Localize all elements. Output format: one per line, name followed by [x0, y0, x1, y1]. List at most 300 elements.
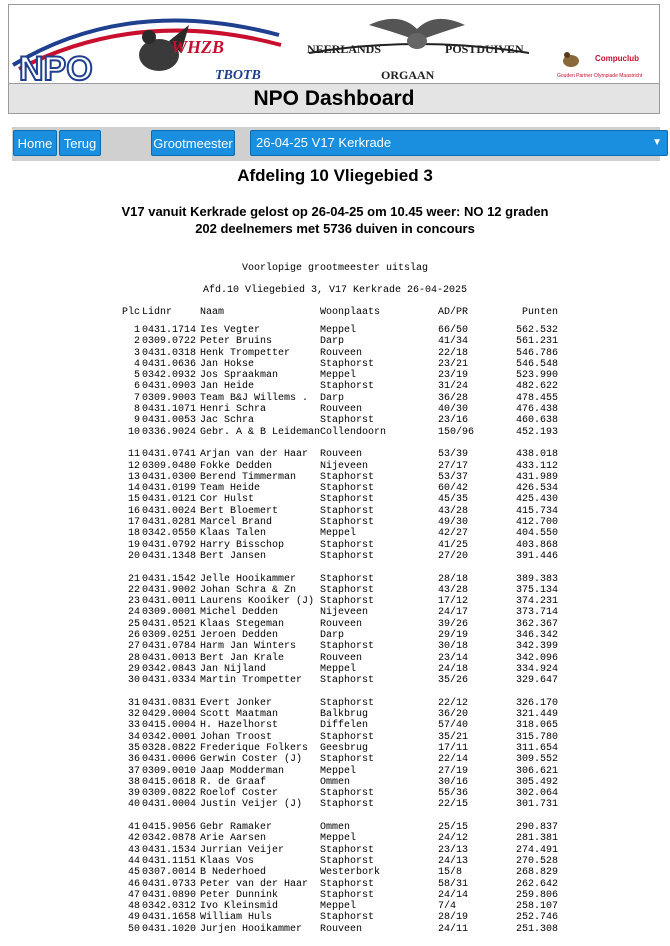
- table-row: [118, 370, 558, 381]
- cell-punten: 546.786: [516, 347, 559, 359]
- cell-naam: Klaas Stegeman: [200, 618, 285, 630]
- col-header-woonplaats: Woonplaats: [320, 307, 381, 318]
- cell-naam: Harm Jan Winters: [200, 641, 297, 653]
- cell-plc: 8: [133, 404, 140, 416]
- cell-plc: 16: [127, 505, 140, 517]
- cell-punten: 342.096: [516, 652, 559, 664]
- cell-adpr: 22/12: [438, 697, 469, 709]
- cell-plc: 39: [127, 788, 140, 800]
- row-gap: [118, 811, 558, 822]
- cell-woonplaats: Darp: [320, 630, 345, 642]
- report-subtitle: Afd.10 Vliegebied 3, V17 Kerkrade 26-04-2025: [202, 285, 468, 296]
- dashboard-title: NPO Dashboard: [8, 84, 660, 114]
- cell-plc: 13: [127, 471, 140, 483]
- npo-org-left: NEERLANDS: [307, 42, 382, 56]
- cell-plc: 18: [127, 528, 140, 540]
- cell-adpr: 43/28: [438, 505, 469, 517]
- cell-naam: Johan Troost: [200, 731, 273, 743]
- cell-naam: Team B&J Willems .: [200, 392, 309, 404]
- table-row: [118, 630, 558, 641]
- cell-plc: 43: [127, 844, 140, 856]
- cell-lidnr: 0415.9056: [142, 822, 197, 834]
- cell-adpr: 150/96: [438, 426, 475, 438]
- table-row: [118, 799, 558, 810]
- cell-punten: 346.342: [516, 630, 559, 642]
- cell-adpr: 24/11: [438, 923, 469, 935]
- cell-lidnr: 0431.0741: [142, 449, 197, 461]
- cell-lidnr: 0431.0300: [142, 471, 197, 483]
- cell-adpr: 24/12: [438, 833, 469, 845]
- cell-naam: Jurjen Hooikammer: [200, 923, 303, 935]
- cell-woonplaats: Meppel: [320, 528, 357, 540]
- cell-adpr: 27/19: [438, 765, 469, 777]
- cell-punten: 309.552: [516, 754, 559, 766]
- cell-punten: 321.449: [516, 709, 559, 721]
- cell-naam: B Nederhoed: [200, 867, 267, 879]
- cell-punten: 262.642: [516, 878, 559, 890]
- race-select[interactable]: [250, 130, 668, 156]
- table-row: [118, 325, 558, 336]
- table-row: [118, 924, 558, 935]
- cell-naam: Ivo Kleinsmid: [200, 901, 279, 913]
- race-info-line1: V17 vanuit Kerkrade gelost op 26-04-25 om 10.45 weer: NO 12 graden: [121, 204, 549, 219]
- cell-woonplaats: Nijeveen: [320, 460, 369, 472]
- cell-naam: Jan Nijland: [200, 663, 267, 675]
- cell-adpr: 22/14: [438, 754, 469, 766]
- cell-woonplaats: Westerbork: [320, 867, 381, 879]
- cell-adpr: 53/37: [438, 471, 469, 483]
- cell-punten: 334.924: [516, 663, 559, 675]
- table-row: [118, 777, 558, 788]
- cell-punten: 329.647: [516, 675, 559, 687]
- cell-lidnr: 0336.9024: [142, 426, 197, 438]
- cell-lidnr: 0431.0024: [142, 505, 197, 517]
- cell-woonplaats: Geesbrug: [320, 742, 369, 754]
- cell-lidnr: 0431.1151: [142, 855, 197, 867]
- cell-lidnr: 0431.1534: [142, 844, 197, 856]
- table-row: [118, 393, 558, 404]
- cell-adpr: 23/13: [438, 844, 469, 856]
- cell-plc: 4: [133, 358, 140, 370]
- cell-plc: 19: [127, 539, 140, 551]
- table-row: [118, 912, 558, 923]
- cell-punten: 426.534: [516, 483, 559, 495]
- cell-naam: Bert Jansen: [200, 550, 267, 562]
- col-header-adpr: AD/PR: [438, 307, 469, 318]
- cell-plc: 21: [127, 573, 140, 585]
- cell-woonplaats: Staphorst: [320, 697, 375, 709]
- cell-naam: Peter van der Haar: [200, 878, 309, 890]
- table-row: [118, 890, 558, 901]
- cell-punten: 302.064: [516, 788, 559, 800]
- table-row: [118, 867, 558, 878]
- cell-naam: Henk Trompetter: [200, 347, 291, 359]
- cell-adpr: 24/18: [438, 663, 469, 675]
- cell-adpr: 24/14: [438, 889, 469, 901]
- cell-woonplaats: Staphorst: [320, 539, 375, 551]
- cell-adpr: 28/19: [438, 912, 469, 924]
- table-row: [118, 551, 558, 562]
- cell-lidnr: 0415.0618: [142, 776, 197, 788]
- cell-plc: 38: [127, 776, 140, 788]
- cell-lidnr: 0431.0890: [142, 889, 197, 901]
- cell-plc: 1: [133, 325, 140, 336]
- cell-lidnr: 0309.0010: [142, 765, 197, 777]
- cell-woonplaats: Staphorst: [320, 641, 375, 653]
- cell-plc: 37: [127, 765, 140, 777]
- cell-woonplaats: Staphorst: [320, 878, 375, 890]
- table-row: [118, 788, 558, 799]
- cell-adpr: 35/26: [438, 675, 469, 687]
- cell-naam: Gebr Ramaker: [200, 822, 273, 834]
- cell-woonplaats: Ommen: [320, 776, 351, 788]
- cell-plc: 25: [127, 618, 140, 630]
- cell-plc: 22: [127, 584, 140, 596]
- table-row: [118, 732, 558, 743]
- cell-naam: Martin Trompetter: [200, 675, 303, 687]
- nav-bar: [12, 127, 660, 161]
- cell-punten: 301.731: [516, 799, 559, 811]
- cell-woonplaats: Rouveen: [320, 449, 363, 461]
- cell-adpr: 23/19: [438, 370, 469, 382]
- compuclub-name: Compuclub: [595, 54, 639, 63]
- cell-naam: Team Heide: [200, 483, 261, 495]
- cell-woonplaats: Meppel: [320, 833, 357, 845]
- cell-plc: 17: [127, 517, 140, 529]
- cell-punten: 562.532: [516, 325, 559, 336]
- table-row: [118, 743, 558, 754]
- cell-naam: Fokke Dedden: [200, 460, 273, 472]
- results-table: [118, 307, 558, 935]
- cell-plc: 10: [127, 426, 140, 438]
- cell-naam: Gerwin Coster (J): [200, 754, 303, 766]
- cell-plc: 12: [127, 460, 140, 472]
- cell-woonplaats: Rouveen: [320, 923, 363, 935]
- cell-punten: 362.367: [516, 618, 559, 630]
- cell-naam: Jurrian Veijer: [200, 844, 285, 856]
- cell-adpr: 22/18: [438, 347, 469, 359]
- cell-naam: R. de Graaf: [200, 776, 267, 788]
- cell-adpr: 35/21: [438, 731, 469, 743]
- cell-lidnr: 0431.1348: [142, 550, 197, 562]
- cell-plc: 36: [127, 754, 140, 766]
- col-header-lidnr: Lidnr: [142, 307, 173, 318]
- cell-plc: 14: [127, 483, 140, 495]
- cell-woonplaats: Staphorst: [320, 799, 375, 811]
- cell-adpr: 23/16: [438, 415, 469, 427]
- cell-woonplaats: Staphorst: [320, 912, 375, 924]
- cell-woonplaats: Staphorst: [320, 381, 375, 393]
- cell-punten: 478.455: [516, 392, 559, 404]
- table-row: [118, 856, 558, 867]
- cell-woonplaats: Rouveen: [320, 347, 363, 359]
- table-row: [118, 879, 558, 890]
- cell-naam: Michel Dedden: [200, 607, 279, 619]
- cell-plc: 24: [127, 607, 140, 619]
- cell-naam: Gebr. A & B Leideman: [200, 426, 321, 438]
- cell-punten: 373.714: [516, 607, 559, 619]
- cell-woonplaats: Rouveen: [320, 652, 363, 664]
- table-row: [118, 607, 558, 618]
- cell-naam: Scott Maatman: [200, 709, 279, 721]
- cell-lidnr: 0431.1071: [142, 404, 197, 416]
- cell-lidnr: 0342.0550: [142, 528, 197, 540]
- cell-punten: 374.231: [516, 596, 559, 608]
- cell-lidnr: 0431.0636: [142, 358, 197, 370]
- whzb-wordmark: WHZB: [171, 37, 225, 57]
- cell-adpr: 36/20: [438, 709, 469, 721]
- cell-plc: 11: [127, 449, 140, 461]
- cell-lidnr: 0431.1020: [142, 923, 197, 935]
- cell-adpr: 30/16: [438, 776, 469, 788]
- cell-lidnr: 0431.0013: [142, 652, 197, 664]
- cell-woonplaats: Balkbrug: [320, 709, 369, 721]
- cell-plc: 15: [127, 494, 140, 506]
- row-gap: [118, 438, 558, 449]
- cell-lidnr: 0342.0001: [142, 731, 197, 743]
- table-row: [118, 483, 558, 494]
- cell-plc: 26: [127, 630, 140, 642]
- table-row: [118, 506, 558, 517]
- race-info-line2: 202 deelnemers met 5736 duiven in concours: [195, 221, 475, 236]
- tbotb-wordmark: TBOTB: [215, 68, 261, 83]
- cell-naam: Peter Dunnink: [200, 889, 279, 901]
- cell-naam: Harry Bisschop: [200, 539, 285, 551]
- cell-adpr: 23/21: [438, 358, 469, 370]
- cell-plc: 5: [133, 370, 140, 382]
- cell-woonplaats: Staphorst: [320, 517, 375, 529]
- cell-woonplaats: Staphorst: [320, 358, 375, 370]
- cell-naam: Jos Spraakman: [200, 370, 279, 382]
- cell-lidnr: 0431.0831: [142, 697, 197, 709]
- cell-woonplaats: Diffelen: [320, 720, 369, 732]
- cell-punten: 546.548: [516, 358, 559, 370]
- cell-lidnr: 0431.0733: [142, 878, 197, 890]
- npo-wordmark: NPO: [19, 50, 93, 84]
- cell-woonplaats: Staphorst: [320, 788, 375, 800]
- cell-lidnr: 0328.0822: [142, 742, 197, 754]
- home-button[interactable]: Home: [13, 130, 57, 156]
- cell-lidnr: 0431.0011: [142, 596, 197, 608]
- cell-punten: 460.638: [516, 415, 559, 427]
- cell-naam: Arjan van der Haar: [200, 449, 309, 461]
- col-header-punten: Punten: [522, 307, 559, 318]
- table-row: [118, 653, 558, 664]
- col-header-naam: Naam: [200, 307, 225, 318]
- cell-punten: 259.806: [516, 889, 559, 901]
- cell-plc: 48: [127, 901, 140, 913]
- cell-punten: 305.492: [516, 776, 559, 788]
- cell-naam: Jaap Modderman: [200, 765, 285, 777]
- cell-adpr: 24/17: [438, 607, 469, 619]
- cell-plc: 49: [127, 912, 140, 924]
- cell-lidnr: 0309.0480: [142, 460, 197, 472]
- table-row: [118, 766, 558, 777]
- cell-naam: Arie Aarsen: [200, 833, 267, 845]
- cell-lidnr: 0431.0521: [142, 618, 197, 630]
- compuclub-tagline: Gouden Partner Olympiade Maastricht: [557, 73, 643, 79]
- cell-lidnr: 0431.0334: [142, 675, 197, 687]
- col-header-plc: Plc: [121, 307, 140, 318]
- compuclub-logo: [563, 52, 579, 67]
- cell-woonplaats: Meppel: [320, 901, 357, 913]
- cell-naam: Laurens Kooiker (J): [200, 596, 315, 608]
- cell-lidnr: 0431.0318: [142, 347, 197, 359]
- table-row: [118, 596, 558, 607]
- table-row: [118, 404, 558, 415]
- cell-punten: 523.990: [516, 370, 559, 382]
- row-gap: [118, 687, 558, 698]
- cell-plc: 47: [127, 889, 140, 901]
- cell-adpr: 23/14: [438, 652, 469, 664]
- cell-adpr: 45/35: [438, 494, 469, 506]
- cell-woonplaats: Rouveen: [320, 618, 363, 630]
- table-row: [118, 427, 558, 438]
- table-row: [118, 472, 558, 483]
- cell-lidnr: 0431.9002: [142, 584, 197, 596]
- cell-punten: 318.065: [516, 720, 559, 732]
- cell-punten: 251.308: [516, 923, 559, 935]
- cell-plc: 6: [133, 381, 140, 393]
- cell-adpr: 55/36: [438, 788, 469, 800]
- cell-naam: Marcel Brand: [200, 517, 273, 529]
- page-heading: Afdeling 10 Vliegebied 3: [237, 166, 433, 185]
- cell-lidnr: 0431.0053: [142, 415, 197, 427]
- cell-woonplaats: Rouveen: [320, 404, 363, 416]
- cell-plc: 34: [127, 731, 140, 743]
- back-button[interactable]: Terug: [59, 130, 101, 156]
- cell-plc: 31: [127, 697, 140, 709]
- cell-lidnr: 0431.0121: [142, 494, 197, 506]
- cell-adpr: 25/15: [438, 822, 469, 834]
- table-row: [118, 641, 558, 652]
- cell-punten: 290.837: [516, 822, 559, 834]
- cell-plc: 46: [127, 878, 140, 890]
- table-row: [118, 348, 558, 359]
- table-row: [118, 709, 558, 720]
- cell-adpr: 40/30: [438, 404, 469, 416]
- table-header-row: [118, 307, 558, 325]
- cell-adpr: 24/13: [438, 855, 469, 867]
- cell-plc: 3: [133, 347, 140, 359]
- cell-punten: 425.430: [516, 494, 559, 506]
- cell-punten: 482.622: [516, 381, 559, 393]
- cell-lidnr: 0431.0006: [142, 754, 197, 766]
- cell-adpr: 66/50: [438, 325, 469, 336]
- row-gap: [118, 562, 558, 573]
- table-row: [118, 528, 558, 539]
- npo-org-bottom: ORGAAN: [381, 68, 435, 82]
- cell-adpr: 7/4: [438, 901, 457, 913]
- cell-adpr: 15/8: [438, 867, 463, 879]
- cell-adpr: 22/15: [438, 799, 469, 811]
- cell-woonplaats: Staphorst: [320, 675, 375, 687]
- cell-adpr: 28/18: [438, 573, 469, 585]
- cell-naam: Jelle Hooikammer: [200, 573, 297, 585]
- cell-lidnr: 0309.0822: [142, 788, 197, 800]
- cell-lidnr: 0431.1542: [142, 573, 197, 585]
- cell-adpr: 57/40: [438, 720, 469, 732]
- cell-plc: 2: [133, 336, 140, 348]
- cell-woonplaats: Staphorst: [320, 505, 375, 517]
- cell-adpr: 58/31: [438, 878, 469, 890]
- cell-woonplaats: Ommen: [320, 822, 351, 834]
- cell-lidnr: 0342.0843: [142, 663, 197, 675]
- cell-punten: 431.989: [516, 471, 559, 483]
- cell-naam: Bert Jan Krale: [200, 652, 285, 664]
- cell-adpr: 43/28: [438, 584, 469, 596]
- cell-lidnr: 0431.1658: [142, 912, 197, 924]
- cell-adpr: 29/19: [438, 630, 469, 642]
- cell-punten: 476.438: [516, 404, 559, 416]
- race-select-value: 26-04-25 V17 Kerkrade: [256, 135, 392, 150]
- cell-woonplaats: Meppel: [320, 325, 357, 336]
- cell-adpr: 41/34: [438, 336, 469, 348]
- cell-plc: 30: [127, 675, 140, 687]
- cell-adpr: 17/12: [438, 596, 469, 608]
- cell-lidnr: 0431.0199: [142, 483, 197, 495]
- grootmeester-button[interactable]: Grootmeester: [151, 130, 235, 156]
- cell-punten: 433.112: [516, 460, 559, 472]
- cell-punten: 375.134: [516, 584, 559, 596]
- cell-naam: Jan Heide: [200, 381, 255, 393]
- cell-adpr: 17/11: [438, 742, 469, 754]
- table-row: [118, 574, 558, 585]
- cell-woonplaats: Staphorst: [320, 754, 375, 766]
- cell-woonplaats: Staphorst: [320, 415, 375, 427]
- cell-plc: 44: [127, 855, 140, 867]
- cell-plc: 23: [127, 596, 140, 608]
- cell-plc: 32: [127, 709, 140, 721]
- cell-woonplaats: Staphorst: [320, 471, 375, 483]
- cell-lidnr: 0431.0281: [142, 517, 197, 529]
- cell-adpr: 60/42: [438, 483, 469, 495]
- chevron-down-icon: ▼: [652, 137, 662, 148]
- cell-adpr: 42/27: [438, 528, 469, 540]
- cell-plc: 7: [133, 392, 140, 404]
- npo-logo-group: [9, 5, 660, 84]
- table-row: [118, 822, 558, 833]
- cell-woonplaats: Darp: [320, 392, 345, 404]
- cell-naam: Ies Vegter: [200, 325, 261, 336]
- cell-punten: 412.700: [516, 517, 559, 529]
- cell-punten: 452.193: [516, 426, 559, 438]
- cell-punten: 342.399: [516, 641, 559, 653]
- table-row: [118, 619, 558, 630]
- table-row: [118, 359, 558, 370]
- cell-woonplaats: Meppel: [320, 370, 357, 382]
- table-row: [118, 754, 558, 765]
- cell-lidnr: 0309.0722: [142, 336, 197, 348]
- table-row: [118, 461, 558, 472]
- table-row: [118, 415, 558, 426]
- cell-woonplaats: Staphorst: [320, 573, 375, 585]
- cell-lidnr: 0342.0878: [142, 833, 197, 845]
- cell-punten: 268.829: [516, 867, 559, 879]
- cell-punten: 389.383: [516, 573, 559, 585]
- cell-adpr: 53/39: [438, 449, 469, 461]
- cell-plc: 45: [127, 867, 140, 879]
- table-row: [118, 845, 558, 856]
- cell-naam: Evert Jonker: [200, 697, 273, 709]
- cell-adpr: 27/20: [438, 550, 469, 562]
- cell-woonplaats: Nijeveen: [320, 607, 369, 619]
- cell-lidnr: 0431.0004: [142, 799, 197, 811]
- cell-naam: Berend Timmerman: [200, 471, 297, 483]
- cell-adpr: 30/18: [438, 641, 469, 653]
- cell-lidnr: 0309.9003: [142, 392, 197, 404]
- cell-naam: H. Hazelhorst: [200, 720, 279, 732]
